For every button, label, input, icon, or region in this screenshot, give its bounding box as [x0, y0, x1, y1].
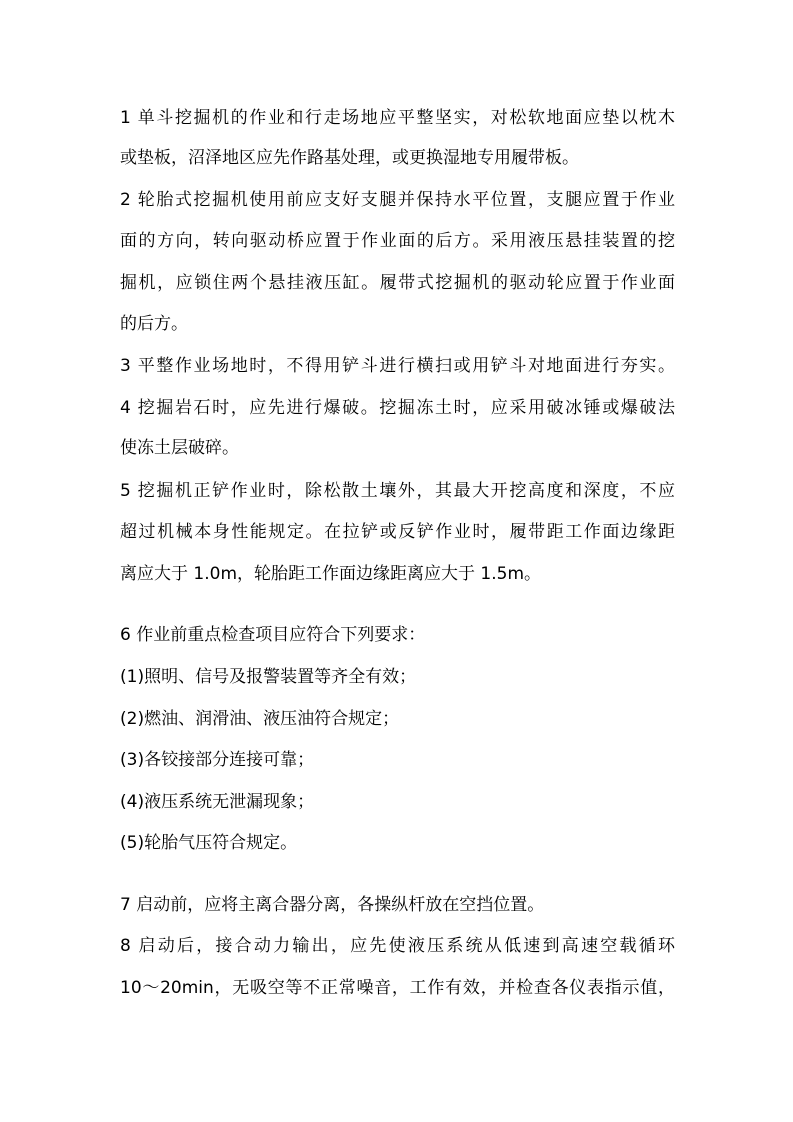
list-item: (2)燃油、润滑油、液压油符合规定；	[120, 709, 400, 729]
text-line: 1 单斗挖掘机的作业和行走场地应平整坚实，对松软地面应垫以枕木	[120, 108, 675, 128]
text-line: 掘机，应锁住两个悬挂液压缸。履带式挖掘机的驱动轮应置于作业面	[120, 273, 675, 293]
list-item: (1)照明、信号及报警装置等齐全有效；	[120, 667, 417, 687]
text-line: 10～20min，无吸空等不正常噪音，工作有效，并检查各仪表指示值，	[120, 978, 675, 998]
text-line: 6 作业前重点检查项目应符合下列要求：	[120, 625, 426, 645]
text-line: 5 挖掘机正铲作业时，除松散土壤外，其最大开挖高度和深度，不应	[120, 481, 675, 501]
text-line: 离应大于 1.0m，轮胎距工作面边缘距离应大于 1.5m。	[120, 564, 541, 584]
text-line: 3 平整作业场地时，不得用铲斗进行横扫或用铲斗对地面进行夯实。	[120, 356, 675, 376]
list-item: (5)轮胎气压符合规定。	[120, 833, 298, 853]
text-line: 使冻土层破碎。	[120, 438, 239, 458]
text-line: 的后方。	[120, 314, 188, 334]
text-line: 面的方向，转向驱动桥应置于作业面的后方。采用液压悬挂装置的挖	[120, 231, 675, 251]
text-line: 7 启动前，应将主离合器分离，各操纵杆放在空挡位置。	[120, 895, 545, 915]
text-line: 超过机械本身性能规定。在拉铲或反铲作业时，履带距工作面边缘距	[120, 522, 675, 542]
text-line: 8 启动后，接合动力输出，应先使液压系统从低速到高速空载循环	[120, 936, 675, 956]
text-line: 2 轮胎式挖掘机使用前应支好支腿并保持水平位置，支腿应置于作业	[120, 190, 675, 210]
list-item: (3)各铰接部分连接可靠；	[120, 750, 315, 770]
list-item: (4)液压系统无泄漏现象；	[120, 792, 315, 812]
text-line: 或垫板，沼泽地区应先作路基处理，或更换湿地专用履带板。	[120, 148, 579, 168]
text-line: 4 挖掘岩石时，应先进行爆破。挖掘冻土时，应采用破冰锤或爆破法	[120, 398, 675, 418]
